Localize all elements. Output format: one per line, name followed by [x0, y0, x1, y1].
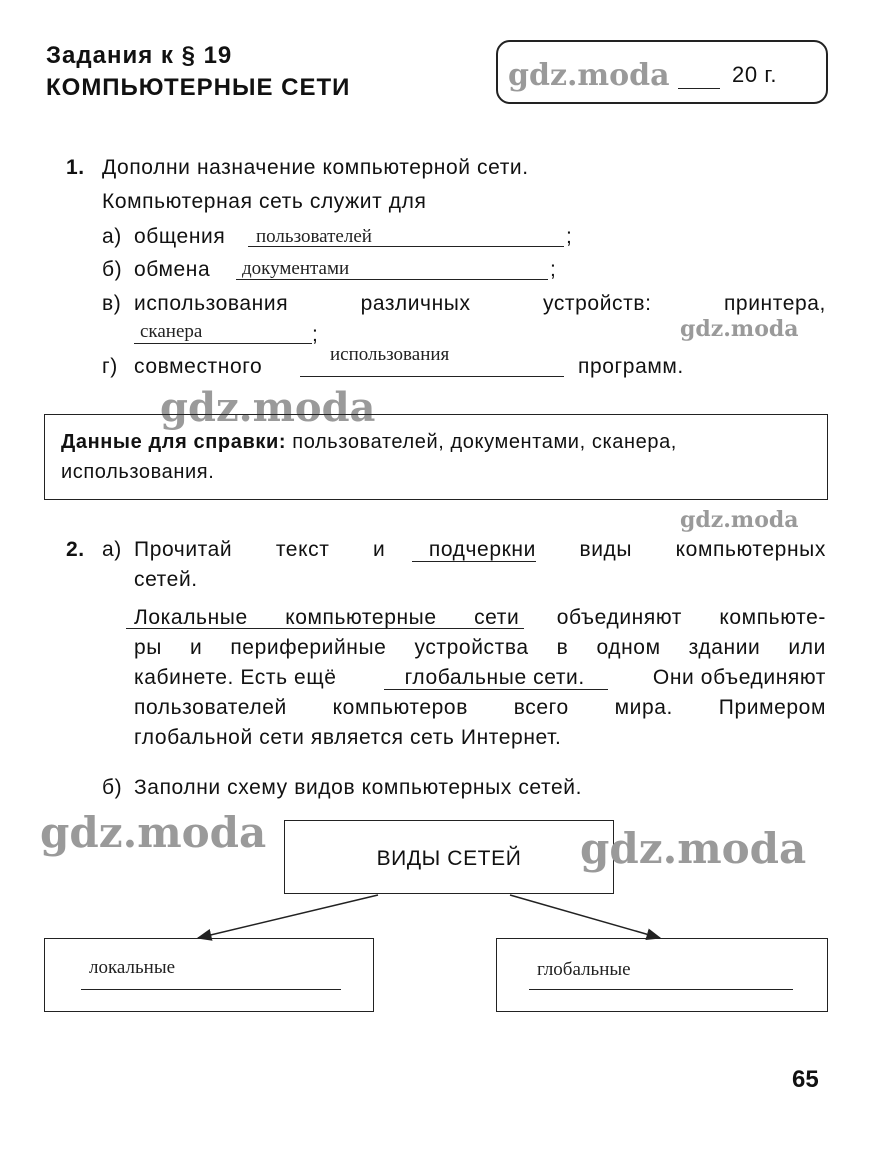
semicolon: ;: [312, 323, 319, 346]
task2-b-text: Заполни схему видов компьютерных сетей.: [134, 776, 583, 799]
watermark: gdz.moda: [680, 316, 799, 342]
task1-c-label: в): [102, 292, 122, 315]
word: компьюте-: [719, 606, 826, 629]
word: текст: [275, 538, 330, 561]
section-heading: Задания к § 19: [46, 42, 233, 69]
date-suffix: 20 г.: [732, 62, 778, 87]
page-number: 65: [792, 1066, 819, 1093]
word: компьютерных: [675, 538, 826, 561]
answer-line: [529, 989, 793, 990]
task2-number: 2.: [66, 538, 85, 561]
task1-d-text: совместного: [134, 355, 263, 378]
task1-b-text: обмена: [134, 258, 211, 281]
scheme-left-answer: локальные: [89, 957, 176, 978]
scheme-right-box: [496, 938, 828, 1012]
word: объединяют: [556, 606, 682, 629]
word: принтера,: [723, 292, 826, 315]
task1-b-answer: документами: [242, 258, 350, 279]
task1-d-answer: использования: [330, 344, 450, 365]
word: мира.: [614, 696, 673, 719]
scheme-left-box: [44, 938, 374, 1012]
semicolon: ;: [550, 258, 557, 281]
task1-a-answer: пользователей: [256, 226, 372, 247]
arrow-right: [510, 895, 660, 938]
reference-label: Данные для справки:: [61, 431, 287, 453]
word: компьютерные: [285, 606, 437, 629]
word: ры: [134, 636, 162, 659]
task1-d-tail: программ.: [578, 355, 684, 378]
word: периферийные: [230, 636, 387, 659]
task1-number: 1.: [66, 156, 85, 179]
text-segment: глобальные сети.: [404, 666, 585, 689]
word: виды: [579, 538, 633, 561]
word: устройств:: [542, 292, 652, 315]
text-segment: кабинете. Есть ещё: [134, 666, 337, 689]
word: в: [556, 636, 569, 659]
watermark: gdz.moda: [160, 384, 376, 431]
word: использования: [134, 292, 289, 315]
task1-c-answer: сканера: [140, 321, 203, 342]
answer-line: [81, 989, 341, 990]
task1-d-label: г): [102, 355, 118, 378]
word: компьютеров: [332, 696, 468, 719]
word: здании: [688, 636, 761, 659]
watermark: gdz.moda: [508, 58, 670, 93]
word: устройства: [414, 636, 529, 659]
task1-a-label: а): [102, 225, 122, 248]
word: различных: [360, 292, 471, 315]
watermark: gdz.moda: [580, 824, 807, 873]
word: всего: [513, 696, 569, 719]
task1-b-label: б): [102, 258, 123, 281]
task1-a-text: общения: [134, 225, 226, 248]
task2-a-line2: сетей.: [134, 568, 198, 591]
scheme-right-answer: глобальные: [537, 959, 631, 980]
paragraph-line5: глобальной сети является сеть Интернет.: [134, 726, 562, 749]
word: сети: [474, 606, 520, 629]
word: Примером: [718, 696, 826, 719]
word: и: [189, 636, 203, 659]
word: одном: [596, 636, 661, 659]
task1-intro: Компьютерная сеть служит для: [102, 190, 427, 213]
reference-text: пользователей, документами, сканера,: [292, 431, 677, 453]
scheme-top-label: ВИДЫ СЕТЕЙ: [376, 847, 522, 870]
word: пользователей: [134, 696, 287, 719]
arrow-left: [198, 895, 378, 938]
task2-b-label: б): [102, 776, 123, 799]
watermark: gdz.moda: [680, 507, 799, 533]
task2-a-label: а): [102, 538, 122, 561]
watermark: gdz.moda: [40, 808, 267, 857]
word: Прочитай: [134, 538, 233, 561]
chapter-title: КОМПЬЮТЕРНЫЕ СЕТИ: [46, 74, 351, 101]
word: Локальные: [134, 606, 248, 629]
text-segment: Они объединяют: [652, 666, 826, 689]
word: и: [372, 538, 386, 561]
task1-title: Дополни назначение компьютерной сети.: [102, 156, 529, 179]
word: подчеркни: [428, 538, 536, 561]
semicolon: ;: [566, 225, 573, 248]
reference-line2: использования.: [61, 461, 215, 483]
word: или: [788, 636, 826, 659]
